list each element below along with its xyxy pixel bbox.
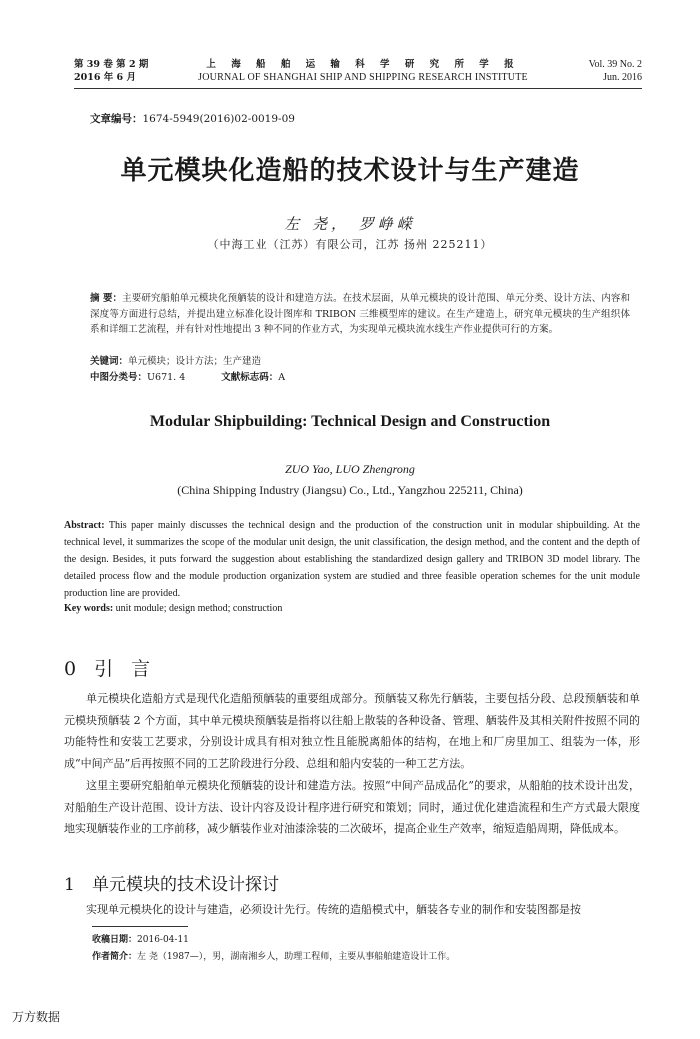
section-1-title: 单元模块的技术设计探讨 — [92, 875, 279, 895]
paper-title-en: Modular Shipbuilding: Technical Design and Construction — [149, 413, 551, 430]
affiliation-en: (China Shipping Industry (Jiangsu) Co., Ltd., Yangzhou 225211, China) — [177, 483, 523, 497]
keywords-cn-label: 关键词： — [90, 356, 129, 367]
wanfang-watermark: 万方数据 — [12, 1010, 61, 1024]
abstract-cn-label: 摘 要： — [90, 293, 123, 304]
classification-line — [90, 370, 630, 385]
header-journal-name — [174, 58, 552, 84]
journal-name-cn: 上 海 船 舶 运 输 科 学 研 究 所 学 报 — [206, 59, 520, 70]
footnote-author-bio — [92, 951, 632, 964]
author-bio-text: 左 尧（1987—），男，湖南湘乡人，助理工程师，主要从事船舶建造设计工作。 — [137, 952, 456, 962]
clc-label: 中图分类号： — [90, 372, 148, 383]
doc-code-label: 文献标志码： — [221, 372, 279, 383]
footnote-rule — [92, 926, 188, 927]
authors-en: ZUO Yao, LUO Zhengrong — [285, 462, 415, 476]
abstract-cn-text: 主要研究船舶单元模块化预舾装的设计和建造方法。在技术层面，从单元模块的设计范围、单元分类、设计方法、内容和深度等方面进行总结，并提出建立标准化设计图库和 TRIBON 三维模型库的建议。在生产建造上，研究单元模块的生产组织体系和详细工艺流程，并有针对性地提出 3 种不同的作业方式，为实现单元模块流水线生产作业提供可行的方案。 — [90, 293, 630, 335]
article-number-value: 1674-5949(2016)02-0019-09 — [142, 113, 295, 125]
article-number-label: 文章编号： — [90, 113, 143, 125]
clc-value: U671. 4 — [147, 372, 186, 383]
running-header — [74, 58, 642, 90]
received-label: 收稿日期： — [92, 935, 138, 945]
header-volume-issue: 第 39 卷 第 2 期 — [74, 59, 149, 70]
abstract-en-label: Abstract: — [64, 520, 105, 531]
received-date: 2016-04-11 — [137, 935, 189, 945]
footnote-received — [92, 934, 632, 947]
header-date-cn: 2016 年 6 月 — [74, 72, 136, 83]
abstract-cn — [90, 291, 630, 338]
affiliation-cn: （中海工业（江苏）有限公司，江苏 扬州 225211） — [207, 238, 493, 251]
section-0-heading: 0 引 言 — [64, 658, 157, 680]
authors-cn: 左 尧， 罗峥嵘 — [284, 215, 416, 233]
body-paragraph-1: 单元模块化造船方式是现代化造船预舾装的重要组成部分。预舾装又称先行舾装，主要包括分段、总段预舾装和单元模块预舾装 2 个方面，其中单元模块预舾装是指将以往船上散装的各种设备、管理、舾装件及其相关附件按照不同的功能特性和安装工艺要求，分别设计成具有相对独立性且能脱离船体的结构，在地上和厂房里加工、组装为一体，形成“中间产品”后再按照不同的工艺阶段进行分段、总组和船内安装的一种工艺方法。 — [64, 692, 640, 770]
body-paragraph-2: 这里主要研究船舶单元模块化预舾装的设计和建造方法。按照“中间产品成品化”的要求，从船舶的技术设计出发，对船舶生产设计范围、设计方法、设计内容及设计程序进行研究和策划；同时，通过优化建造流程和生产方式最大限度地实现舾装作业的工序前移，减少舾装作业对油漆涂装的二次破坏，提高企业生产效率，缩短造船周期，降低成本。 — [64, 779, 640, 835]
keywords-cn — [90, 354, 630, 369]
section-1-heading — [64, 870, 279, 895]
abstract-en-text: This paper mainly discusses the technical design and the production of the construction unit in modular shipbuilding. At the technical level, it summarizes the scope of the modular unit design, the unit classification, the design method, and the content and the depth of the design. Besides, it puts forward the suggestion about establishing the standardized design gallery and TRIBON 3D model library. The detailed process flow and the module production organization system are studied and three feasible operation schemes for the unit module production line are provided. — [64, 520, 640, 599]
doc-code-value: A — [278, 372, 286, 383]
keywords-en-label: Key words: — [64, 603, 114, 614]
header-date-en: Jun. 2016 — [603, 72, 642, 83]
author-bio-label: 作者简介： — [92, 952, 138, 962]
keywords-en-text: unit module; design method; construction — [113, 603, 283, 614]
paper-title-cn: 单元模块化造船的技术设计与生产建造 — [120, 156, 580, 186]
body-paragraph-3: 实现单元模块化的设计与建造，必须设计先行。传统的造船模式中，舾装各专业的制作和安装图都是按 — [86, 903, 581, 916]
abstract-en — [64, 517, 640, 602]
header-rule — [74, 88, 642, 89]
header-issue — [74, 58, 148, 84]
section-1-number: 1 — [64, 875, 75, 895]
article-number — [90, 111, 295, 126]
keywords-cn-text: 单元模块；设计方法；生产建造 — [128, 356, 262, 367]
header-volume-en — [589, 58, 642, 84]
keywords-en — [64, 601, 640, 617]
header-vol-no: Vol. 39 No. 2 — [588, 59, 642, 70]
journal-name-en: JOURNAL OF SHANGHAI SHIP AND SHIPPING RESEARCH INSTITUTE — [198, 72, 528, 83]
